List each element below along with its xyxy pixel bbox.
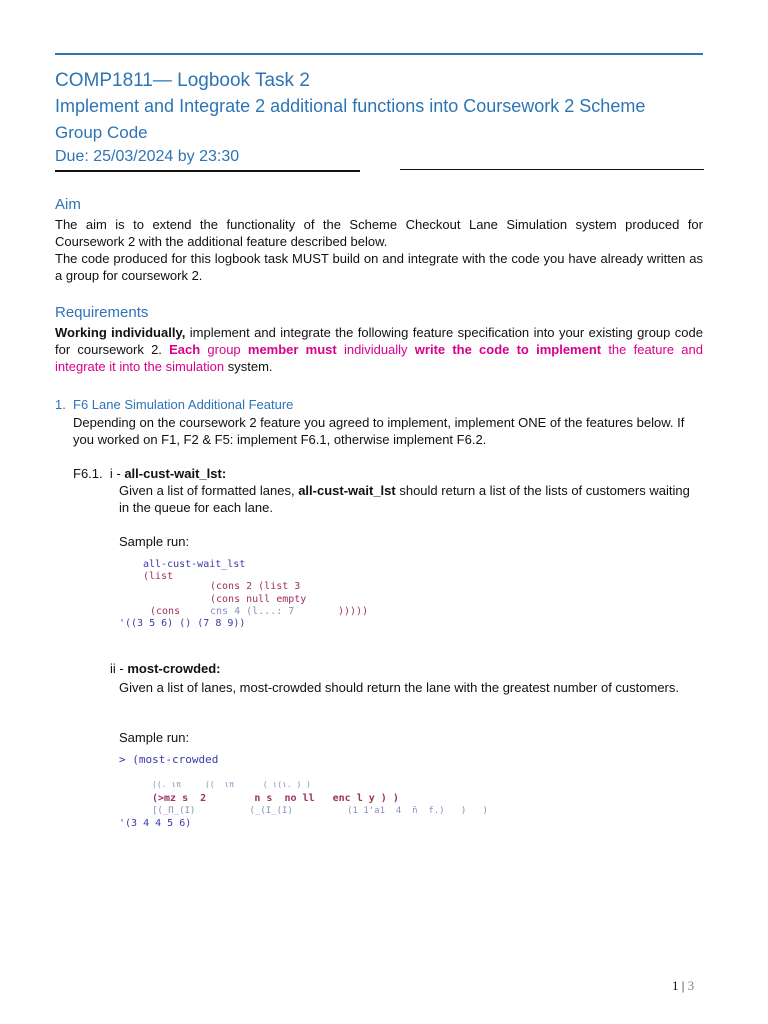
f61-ii-name: most-crowded: [127,661,221,676]
f61-i-description [119,482,703,516]
due-date: Due: 25/03/2024 by 23:30 [55,148,240,165]
pink-write-code: write the code to implement [414,342,602,357]
sample-run-label-1: Sample run: [119,534,190,549]
feature-heading [55,397,293,412]
f61-i-desc-bold: all-cust-wait_lst [298,483,396,498]
f61-number: F6.1. [73,466,103,481]
requirements-bold-lead: Working individually, [55,325,186,340]
aim-paragraph-1: The aim is to extend the functionality of the Scheme Checkout Lane Simulation system produced for Coursework 2 with the additional feature described below. [55,217,703,249]
page-total: 3 [687,978,695,993]
code-line: [(_Π_(Ι) (_(Ι_(Ι) (1 1'a1 4 ñ f.) ) ) [152,806,488,816]
feature-number: 1. [55,397,66,412]
f61-ii-prefix: ii - [110,661,128,676]
group-code-heading: Group Code [55,123,148,142]
code-line: (>mz s 2 n s no ll enc l y ) ) [152,793,399,804]
code-result: '(3 4 4 5 6) [119,818,192,829]
code-line: ((. ιπ (( ιπ ( ι(ι. ) ) [152,780,311,789]
top-rule [55,53,703,55]
feature-title: F6 Lane Simulation Additional Feature [73,397,294,412]
code-line: ))))) [338,606,369,617]
feature-description: Depending on the coursework 2 feature you agreed to implement, implement ONE of the features below. If you worked on F1, F2 & F5: implement F6.1, otherwise implement F6.2. [73,415,685,447]
pink-integrate: the feature and integrate it into the simulation [55,342,703,374]
pink-group: group [200,342,248,357]
code-line: all-cust-wait_lst [143,559,246,570]
aim-paragraph-2: The code produced for this logbook task MUST build on and integrate with the code you have already written as a group for coursework 2. [55,251,703,283]
requirements-tail: system. [224,359,273,374]
f61-label [73,466,226,481]
pink-individually: individually [336,342,415,357]
f61-i-desc-post: should return a list of the lists of customers waiting in the queue for each lane. [119,483,690,515]
sample-run-label-2: Sample run: [119,730,190,745]
requirements-paragraph [55,324,703,375]
code-line: (list [143,571,174,582]
page-number [672,978,694,994]
f61-i-prefix: i - [109,466,125,481]
signature-line [400,169,704,170]
code-line: (cons null empty [210,594,307,605]
f61-ii-label [110,661,221,676]
aim-heading: Aim [55,196,81,213]
requirements-text [55,324,703,375]
pink-each: Each [169,342,201,357]
code-line: (cons [150,606,181,617]
requirements-heading: Requirements [55,304,149,321]
task-title: Implement and Integrate 2 additional functions into Coursework 2 Scheme [55,96,646,116]
code-result: '((3 5 6) () (7 8 9)) [119,618,246,629]
requirements-body: implement and integrate the following feature specification into your existing group code for coursework 2. [55,325,704,357]
page-current: 1 | [672,978,685,993]
code-line: (cons 2 (list 3 [210,581,301,592]
aim-text [55,216,703,284]
course-title: COMP1811— Logbook Task 2 [55,70,310,91]
code-line: cns 4 (l...: 7 [210,606,295,617]
code-line: > (most-crowded [119,753,219,766]
f61-i-name: all-cust-wait_lst: [124,466,227,481]
f61-i-desc-pre: Given a list of formatted lanes, [119,483,299,498]
pink-member-must: member must [247,342,337,357]
f61-ii-description: Given a list of lanes, most-crowded should return the lane with the greatest number of customers. [119,680,679,695]
due-underline [55,170,360,172]
